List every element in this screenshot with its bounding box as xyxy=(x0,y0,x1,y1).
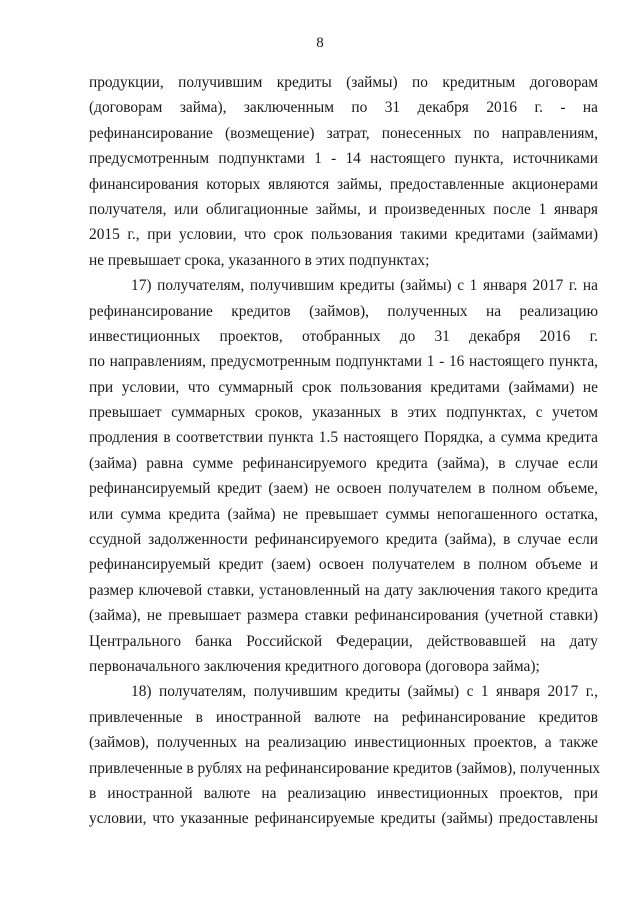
text-line: инвестиционных проектов, отобранных до 31 декабря 2016 г. xyxy=(89,327,598,345)
text-line: превышает суммарных сроков, указанных в этих подпунктах, с учетом xyxy=(89,404,598,422)
text-line: привлеченные в рублях на рефинансирование кредитов (займов), полученных xyxy=(89,759,601,777)
text-line: предусмотренным подпунктами 1 - 14 настоящего пункта, источниками xyxy=(89,150,598,168)
text-line: первоначального заключения кредитного договора (договора займа); xyxy=(89,657,540,675)
text-line: или сумма кредита (займа) не превышает суммы непогашенного остатка, xyxy=(89,505,598,523)
document-body xyxy=(89,70,601,832)
text-line: по направлениям, предусмотренным подпунктами 1 - 16 настоящего пункта, xyxy=(89,353,598,371)
text-line: 17) получателям, получившим кредиты (займы) с 1 января 2017 г. на xyxy=(131,277,598,295)
page-number: 8 xyxy=(316,35,324,51)
text-line: при условии, что суммарный срок пользования кредитами (займами) не xyxy=(89,378,598,396)
text-line: рефинансируемый кредит (заем) освоен получателем в полном объеме и xyxy=(89,556,598,574)
text-line: (займов), полученных на реализацию инвестиционных проектов, а также xyxy=(89,734,598,752)
text-line: (договорам займа), заключенным по 31 декабря 2016 г. - на xyxy=(89,99,598,117)
text-line: Центрального банка Российской Федерации, действовавшей на дату xyxy=(89,632,598,650)
text-line: рефинансируемый кредит (заем) не освоен получателем в полном объеме, xyxy=(89,480,598,498)
text-line: не превышает срока, указанного в этих подпунктах; xyxy=(89,251,430,269)
text-line: получателя, или облигационные займы, и произведенных после 1 января xyxy=(89,200,598,218)
text-line: продукции, получившим кредиты (займы) по кредитным договорам xyxy=(89,74,598,91)
text-line: финансирования которых являются займы, предоставленные акционерами xyxy=(89,175,598,193)
text-line: привлеченные в иностранной валюте на рефинансирование кредитов xyxy=(89,708,598,726)
text-line: (займа), не превышает размера ставки рефинансирования (учетной ставки) xyxy=(89,607,598,625)
text-line: размер ключевой ставки, установленный на дату заключения такого кредита xyxy=(89,581,598,599)
text-line: рефинансирование кредитов (займов), полученных на реализацию xyxy=(89,302,598,320)
text-line: рефинансирование (возмещение) затрат, понесенных по направлениям, xyxy=(89,124,598,142)
text-line: условии, что указанные рефинансируемые кредиты (займы) предоставлены xyxy=(89,810,598,828)
text-line: 18) получателям, получившим кредиты (займы) с 1 января 2017 г., xyxy=(131,683,598,701)
text-line: в иностранной валюте на реализацию инвестиционных проектов, при xyxy=(89,784,598,802)
text-line: (займа) равна сумме рефинансируемого кредита (займа), в случае если xyxy=(89,454,598,472)
text-line: ссудной задолженности рефинансируемого кредита (займа), в случае если xyxy=(89,531,598,549)
text-line: 2015 г., при условии, что срок пользования такими кредитами (займами) xyxy=(89,226,598,244)
text-line: продления в соответствии пункта 1.5 настоящего Порядка, а сумма кредита xyxy=(89,429,598,447)
